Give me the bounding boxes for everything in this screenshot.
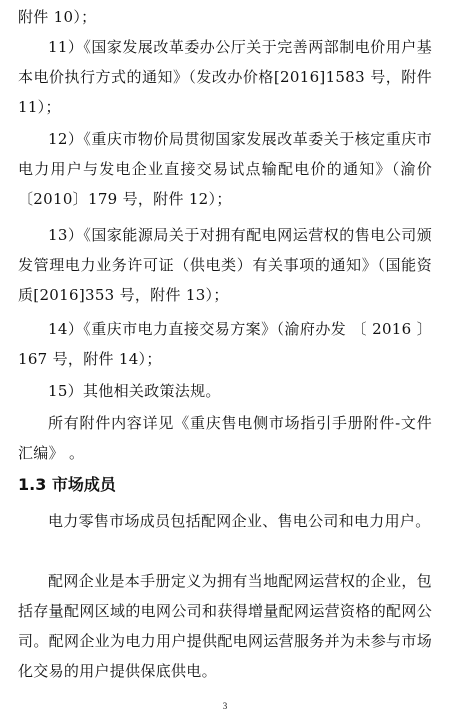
page-number: 3	[222, 701, 228, 711]
list-item-14: 14）《重庆市电力直接交易方案》（渝府办发 〔 2016 〕167 号，附件 14）；	[18, 320, 432, 368]
list-item-11: 11）《国家发展改革委办公厅关于完善两部制电价用户基本电价执行方式的通知》（发改办价格[2016]1583 号，附件 11）；	[18, 38, 432, 116]
distribution-enterprise-definition: 配网企业是本手册定义为拥有当地配网运营权的企业，包括存量配网区域的电网公司和获得增量配网运营资格的配网公司。配网企业为电力用户提供配电网运营服务并为未参与市场化交易的用户提供保底供电。	[18, 572, 432, 680]
list-item-10-continuation: 附件 10）；	[18, 8, 97, 26]
list-item-12: 12）《重庆市物价局贯彻国家发展改革委关于核定重庆市电力用户与发电企业直接交易试点输配电价的通知》（渝价〔2010〕179 号，附件 12）；	[18, 130, 432, 208]
list-item-15: 15）其他相关政策法规。	[48, 382, 221, 400]
list-item-13: 13）《国家能源局关于对拥有配电网运营权的售电公司颁发管理电力业务许可证（供电类）有关事项的通知》（国能资质[2016]353 号，附件 13）；	[18, 226, 432, 304]
attachments-note: 所有附件内容详见《重庆售电侧市场指引手册附件-文件汇编》 。	[18, 414, 432, 462]
market-members-intro: 电力零售市场成员包括配网企业、售电公司和电力用户。	[48, 512, 431, 530]
section-heading: 1.3 市场成员	[18, 475, 116, 494]
